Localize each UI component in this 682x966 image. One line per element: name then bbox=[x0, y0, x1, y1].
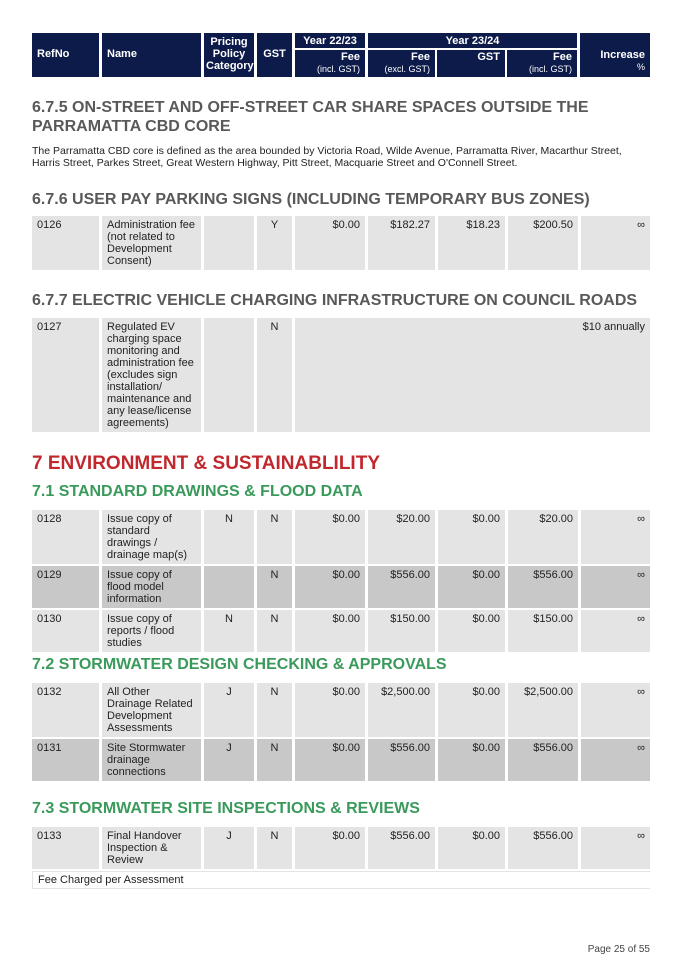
cell-gst: N bbox=[257, 827, 295, 871]
cell-fee-2223: $0.00 bbox=[295, 683, 368, 739]
section-71-title: 7.1 STANDARD DRAWINGS & FLOOD DATA bbox=[32, 483, 363, 500]
table-row bbox=[32, 610, 650, 654]
fee-note: Fee Charged per Assessment bbox=[32, 871, 650, 889]
cell-gst-amount: $0.00 bbox=[438, 827, 508, 871]
header-year1-fee bbox=[295, 50, 365, 77]
cell-name: Site Stormwater drainage connections bbox=[102, 739, 204, 783]
table-row bbox=[32, 216, 650, 272]
cell-fee-excl: $182.27 bbox=[368, 216, 438, 272]
cell-increase: ∞ bbox=[581, 683, 650, 739]
cell-fee-excl: $556.00 bbox=[368, 739, 438, 783]
header-year1-fee-sub: (incl. GST) bbox=[316, 64, 360, 74]
cell-fee-excl: $20.00 bbox=[368, 510, 438, 566]
cell-fee-incl: $200.50 bbox=[508, 216, 581, 272]
header-year1: Year 22/23 bbox=[295, 33, 365, 48]
header-increase-sub: % bbox=[636, 62, 645, 72]
chapter-7-title: 7 ENVIRONMENT & SUSTAINABLILITY bbox=[32, 453, 380, 474]
cell-gst: N bbox=[257, 739, 295, 783]
table-row bbox=[32, 683, 650, 739]
cell-fee-merged: $10 annually bbox=[295, 318, 650, 434]
cell-fee-incl: $150.00 bbox=[508, 610, 581, 654]
header-pricing-policy: Pricing Policy Category bbox=[204, 33, 254, 77]
cell-fee-incl: $556.00 bbox=[508, 566, 581, 610]
cell-name: Issue copy of flood model information bbox=[102, 566, 204, 610]
header-gst: GST bbox=[257, 33, 292, 77]
cell-ref: 0130 bbox=[32, 610, 102, 654]
cell-gst-amount: $0.00 bbox=[438, 610, 508, 654]
section-676-title: 6.7.6 USER PAY PARKING SIGNS (INCLUDING TEMPORARY BUS ZONES) bbox=[32, 191, 590, 208]
cell-ppc: J bbox=[204, 683, 257, 739]
cell-increase: ∞ bbox=[581, 216, 650, 272]
table-row bbox=[32, 318, 650, 434]
cell-gst-amount: $18.23 bbox=[438, 216, 508, 272]
cell-gst-amount: $0.00 bbox=[438, 739, 508, 783]
header-year2-fee-excl-sub: (excl. GST) bbox=[384, 64, 430, 74]
section-675-description: The Parramatta CBD core is defined as the area bounded by Victoria Road, Wilde Avenue, Parramatta River, Macarthur Street, Harris Street, Parkes Street, Great Western Highway, Pitt Street, Macquarie Street and O'Connell Street. bbox=[32, 145, 622, 169]
cell-gst: N bbox=[257, 683, 295, 739]
cell-name: All Other Drainage Related Development Assessments bbox=[102, 683, 204, 739]
section-677-title: 6.7.7 ELECTRIC VEHICLE CHARGING INFRASTRUCTURE ON COUNCIL ROADS bbox=[32, 292, 638, 309]
cell-fee-incl: $556.00 bbox=[508, 739, 581, 783]
cell-ppc bbox=[204, 216, 257, 272]
header-year1-fee-label: Fee bbox=[341, 51, 360, 63]
header-name: Name bbox=[102, 33, 201, 77]
cell-fee-excl: $150.00 bbox=[368, 610, 438, 654]
table-72 bbox=[32, 683, 650, 783]
table-row bbox=[32, 827, 650, 871]
cell-gst-amount: $0.00 bbox=[438, 510, 508, 566]
cell-ref: 0132 bbox=[32, 683, 102, 739]
header-increase bbox=[580, 33, 650, 77]
header-refno: RefNo bbox=[32, 33, 99, 77]
header-year2-fee-incl-sub: (incl. GST) bbox=[528, 64, 572, 74]
cell-fee-2223: $0.00 bbox=[295, 610, 368, 654]
cell-fee-2223: $0.00 bbox=[295, 739, 368, 783]
cell-ref: 0128 bbox=[32, 510, 102, 566]
section-675-title-line2: PARRAMATTA CBD CORE bbox=[32, 118, 231, 135]
cell-name: Final Handover Inspection & Review bbox=[102, 827, 204, 871]
cell-increase: ∞ bbox=[581, 739, 650, 783]
cell-increase: ∞ bbox=[581, 827, 650, 871]
cell-gst-amount: $0.00 bbox=[438, 683, 508, 739]
cell-fee-2223: $0.00 bbox=[295, 216, 368, 272]
cell-increase: ∞ bbox=[581, 510, 650, 566]
cell-fee-2223: $0.00 bbox=[295, 566, 368, 610]
cell-ref: 0127 bbox=[32, 318, 102, 434]
cell-name: Issue copy of reports / flood studies bbox=[102, 610, 204, 654]
cell-fee-2223: $0.00 bbox=[295, 827, 368, 871]
cell-gst: N bbox=[257, 318, 295, 434]
table-note-row bbox=[32, 871, 650, 889]
cell-gst: Y bbox=[257, 216, 295, 272]
table-71 bbox=[32, 510, 650, 654]
section-73-title: 7.3 STORMWATER SITE INSPECTIONS & REVIEWS bbox=[32, 800, 420, 817]
table-row bbox=[32, 739, 650, 783]
cell-gst-amount: $0.00 bbox=[438, 566, 508, 610]
cell-ppc: J bbox=[204, 827, 257, 871]
cell-name: Administration fee (not related to Development Consent) bbox=[102, 216, 204, 272]
header-year2-gst: GST bbox=[437, 50, 505, 77]
cell-name: Issue copy of standard drawings / drainage map(s) bbox=[102, 510, 204, 566]
cell-ref: 0131 bbox=[32, 739, 102, 783]
header-year2-fee-excl-label: Fee bbox=[411, 51, 430, 63]
cell-ppc: J bbox=[204, 739, 257, 783]
cell-gst: N bbox=[257, 610, 295, 654]
section-72-title: 7.2 STORMWATER DESIGN CHECKING & APPROVALS bbox=[32, 656, 447, 673]
cell-ppc bbox=[204, 566, 257, 610]
table-header bbox=[32, 33, 650, 77]
cell-ref: 0133 bbox=[32, 827, 102, 871]
page-number: Page 25 of 55 bbox=[587, 944, 650, 955]
cell-ref: 0129 bbox=[32, 566, 102, 610]
header-increase-label: Increase bbox=[600, 49, 645, 61]
header-year2-fee-incl bbox=[507, 50, 577, 77]
cell-fee-incl: $2,500.00 bbox=[508, 683, 581, 739]
cell-increase: ∞ bbox=[581, 566, 650, 610]
table-row bbox=[32, 566, 650, 610]
cell-ppc: N bbox=[204, 610, 257, 654]
cell-fee-excl: $2,500.00 bbox=[368, 683, 438, 739]
cell-fee-2223: $0.00 bbox=[295, 510, 368, 566]
table-73 bbox=[32, 827, 650, 889]
cell-name: Regulated EV charging space monitoring and administration fee (excludes sign installation/ maintenance and any lease/license agreements) bbox=[102, 318, 204, 434]
header-year2: Year 23/24 bbox=[368, 33, 577, 48]
header-year2-fee-excl bbox=[368, 50, 435, 77]
header-year2-fee-incl-label: Fee bbox=[553, 51, 572, 63]
cell-ref: 0126 bbox=[32, 216, 102, 272]
cell-gst: N bbox=[257, 510, 295, 566]
cell-ppc: N bbox=[204, 510, 257, 566]
cell-fee-incl: $556.00 bbox=[508, 827, 581, 871]
cell-fee-excl: $556.00 bbox=[368, 827, 438, 871]
section-675-title-line1: 6.7.5 ON-STREET AND OFF-STREET CAR SHARE SPACES OUTSIDE THE bbox=[32, 99, 589, 116]
table-676 bbox=[32, 216, 650, 272]
table-677 bbox=[32, 318, 650, 434]
cell-increase: ∞ bbox=[581, 610, 650, 654]
cell-fee-incl: $20.00 bbox=[508, 510, 581, 566]
section-675-title bbox=[32, 98, 589, 136]
cell-gst: N bbox=[257, 566, 295, 610]
cell-fee-excl: $556.00 bbox=[368, 566, 438, 610]
table-row bbox=[32, 510, 650, 566]
cell-ppc bbox=[204, 318, 257, 434]
